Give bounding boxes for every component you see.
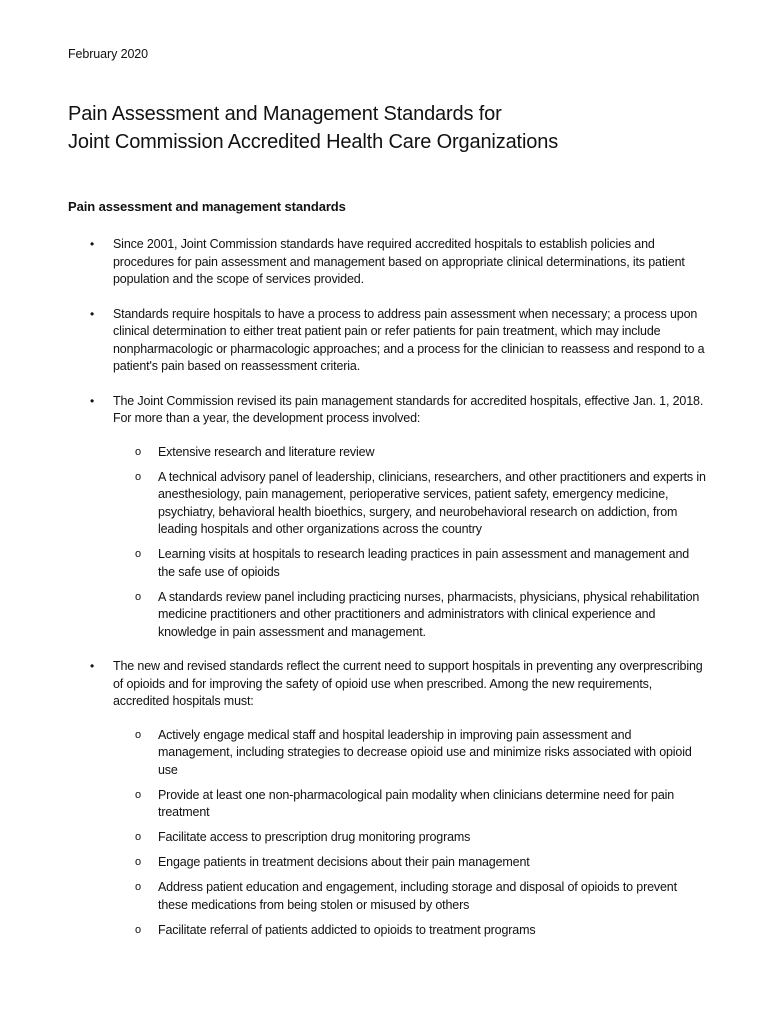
sub-bullet-item [113, 922, 708, 940]
document-title [68, 100, 558, 156]
title-line-2: Joint Commission Accredited Health Care Organizations [68, 131, 559, 153]
sub-bullet-item [113, 879, 708, 914]
bullet-list [68, 236, 708, 956]
bullet-item [68, 306, 708, 376]
sub-bullet-list [113, 444, 708, 642]
sub-bullet-circle-icon: o [135, 548, 141, 560]
bullet-item [68, 658, 708, 939]
sub-bullet-circle-icon: o [135, 470, 141, 483]
bullet-dot-icon: • [90, 659, 95, 673]
sub-bullet-circle-icon: o [135, 590, 141, 603]
sub-bullet-text: Address patient education and engagement, including storage and disposal of opioids to prevent these medications from being stolen or misused by others [158, 880, 677, 912]
sub-bullet-circle-icon: o [135, 856, 141, 868]
sub-bullet-text: A standards review panel including practicing nurses, pharmacists, physicians, physical rehabilitation medicine practitioners and other practitioners and administrators with clinical experience and knowledge in pain assessment and management. [158, 589, 700, 639]
bullet-dot-icon: • [90, 237, 95, 251]
sub-bullet-text: Extensive research and literature review [158, 444, 375, 459]
sub-bullet-item [113, 787, 708, 822]
sub-bullet-item [113, 727, 708, 780]
bullet-text: Since 2001, Joint Commission standards have required accredited hospitals to establish policies and procedures for pain assessment and management based on appropriate clinical determinations, its patient population and the scope of services provided. [113, 237, 685, 286]
title-line-1: Pain Assessment and Management Standards for [68, 103, 502, 125]
sub-bullet-list [113, 727, 708, 940]
sub-bullet-text: Facilitate access to prescription drug monitoring programs [158, 830, 471, 844]
bullet-item [68, 236, 708, 289]
sub-bullet-text: A technical advisory panel of leadership, clinicians, researchers, and other practitioners and experts in anesthesiology, pain management, perioperative services, patient safety, emergency medicine, psychiatry, behavioral health bioethics, surgery, and neurobehavioral research on addiction, from leading hospitals and other organizations across the country [158, 469, 706, 536]
sub-bullet-item [113, 589, 708, 642]
sub-bullet-text: Actively engage medical staff and hospital leadership in improving pain assessment and management, including strategies to decrease opioid use and minimize risks associated with opioid use [158, 727, 692, 777]
sub-bullet-circle-icon: o [135, 831, 141, 843]
sub-bullet-item [113, 854, 708, 872]
sub-bullet-circle-icon: o [135, 728, 141, 741]
sub-bullet-text: Engage patients in treatment decisions about their pain management [158, 855, 530, 869]
sub-bullet-circle-icon: o [135, 788, 141, 801]
bullet-item [68, 393, 708, 642]
sub-bullet-item [113, 546, 708, 581]
sub-bullet-circle-icon: o [135, 881, 141, 893]
bullet-text: Standards require hospitals to have a process to address pain assessment when necessary; a process upon clinical determination to either treat patient pain or refer patients for pain treatment, which may include nonpharmacologic or pharmacologic approaches; and a process for the clinician to reassess and respond to a patient's pain based on reassessment criteria. [113, 306, 705, 373]
sub-bullet-text: Facilitate referral of patients addicted to opioids to treatment programs [158, 922, 536, 937]
sub-bullet-item [113, 829, 708, 847]
bullet-dot-icon: • [90, 393, 95, 408]
sub-bullet-item [113, 469, 708, 539]
section-heading: Pain assessment and management standards [68, 199, 346, 214]
sub-bullet-text: Provide at least one non-pharmacological pain modality when clinicians determine need for pain treatment [158, 787, 675, 819]
sub-bullet-circle-icon: o [135, 445, 141, 458]
bullet-text: The new and revised standards reflect the current need to support hospitals in preventing any overprescribing of opioids and for improving the safety of opioid use when prescribed. Among the new requirements, accredited hospitals must: [113, 659, 703, 708]
sub-bullet-item [113, 444, 708, 462]
sub-bullet-circle-icon: o [135, 923, 141, 936]
document-date: February 2020 [68, 47, 148, 61]
sub-bullet-text: Learning visits at hospitals to research leading practices in pain assessment and management and the safe use of opioids [158, 547, 690, 579]
bullet-text: The Joint Commission revised its pain management standards for accredited hospitals, effective Jan. 1, 2018. For more than a year, the development process involved: [113, 393, 704, 425]
bullet-dot-icon: • [90, 306, 95, 321]
